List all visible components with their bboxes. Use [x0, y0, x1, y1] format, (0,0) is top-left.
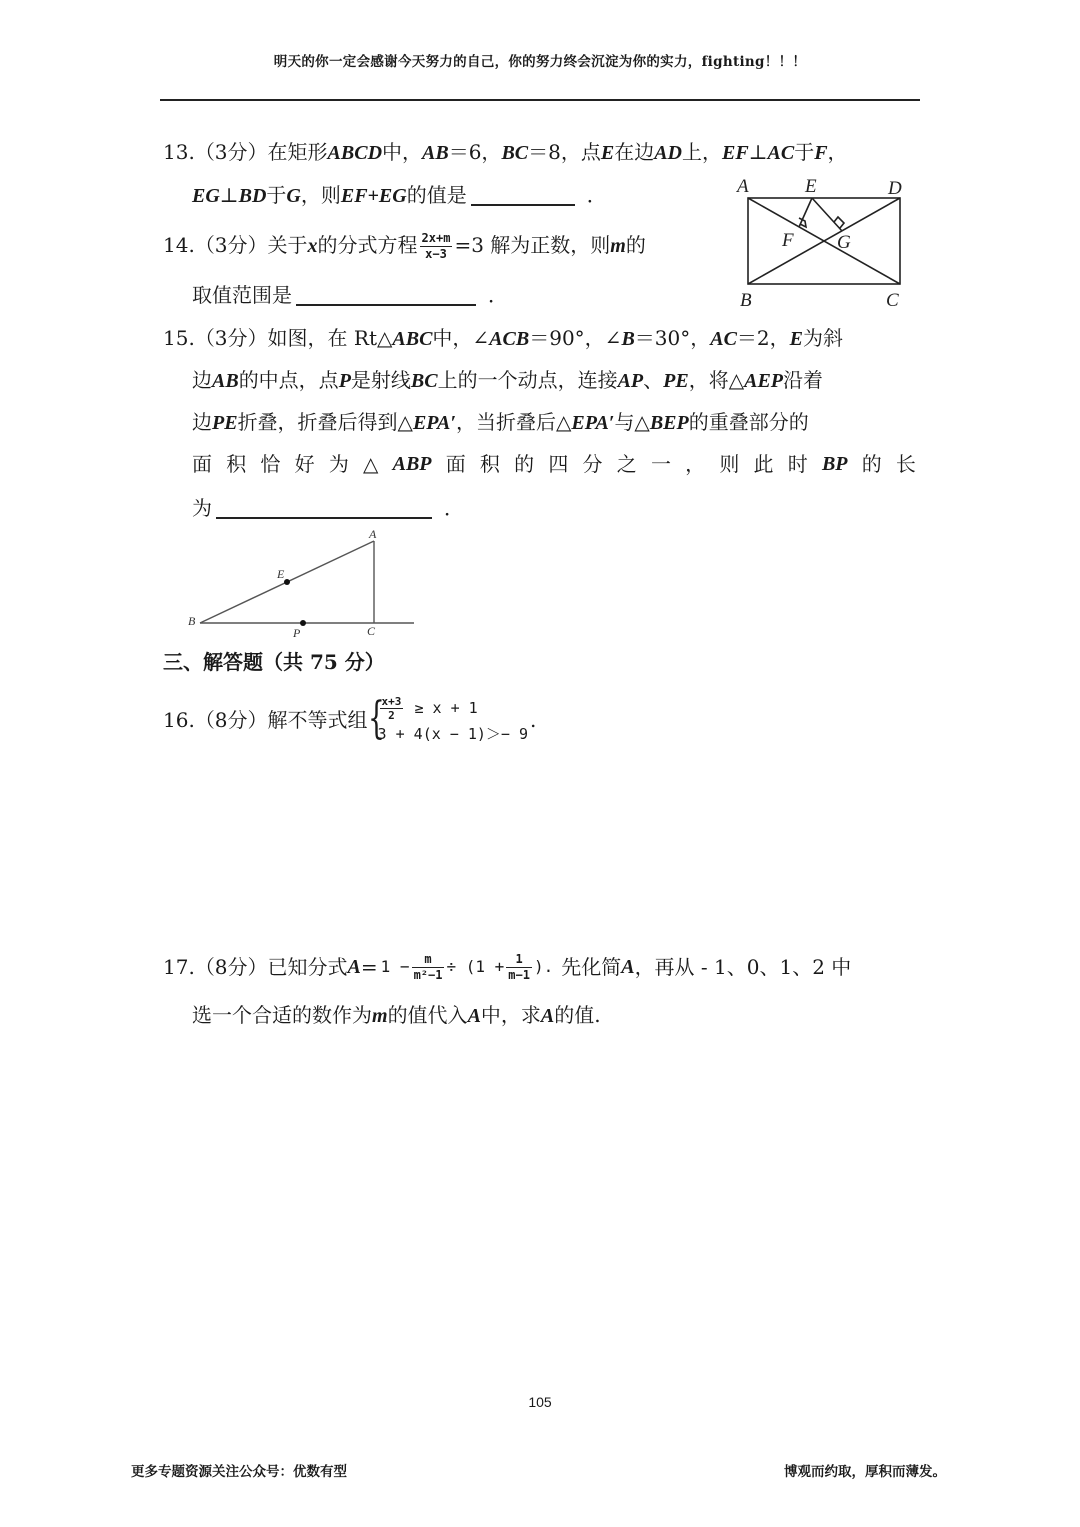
header-divider — [160, 99, 920, 101]
label-a: A — [369, 527, 377, 541]
label-c: C — [367, 624, 376, 638]
q15-line1: 15.（3分）如图，在 Rt△ABC中，∠ACB＝90°，∠B＝30°，AC＝2，E为斜 — [163, 326, 843, 350]
label-e: E — [805, 176, 817, 197]
q17-line1: 17. （8分） 已知分式 A = 1 − $\frac{m}{\text{m²−1}}$ ÷ (1 + $\frac{1}{m-1}$ ). 先化简 A ，再从 - 1、0、1、2 中 — [163, 951, 852, 982]
q14-answer-blank[interactable] — [296, 282, 476, 306]
label-f: F — [782, 230, 794, 251]
q15-line4: 面 积 恰 好 为 △ ABP 面 积 的 四 分 之 一 ， 则 此 时 BP 的 长 — [192, 452, 916, 476]
q15-triangle-figure — [186, 525, 418, 643]
q14-fraction: $\frac{2x+m}{x-3}$ — [421, 231, 451, 261]
inequality-1: $\frac{x+3}{2}$ ≥ x + 1 — [381, 694, 478, 722]
footer-left: 更多专题资源关注公众号：优数有型 — [131, 1464, 347, 1480]
q17-line2: 选一个合适的数作为m的值代入A中，求A的值. — [192, 1003, 601, 1027]
label-g: G — [837, 232, 851, 253]
point-e — [284, 579, 290, 585]
q13-answer-blank[interactable] — [471, 182, 575, 206]
brace-icon: { — [367, 692, 385, 744]
q14-line1: 14.（3分）关于x的分式方程 $\frac{2x+m}{x-3}$ =3 解为正数，则m的 — [163, 231, 646, 261]
q16-line: 16. （8分） 解不等式组 { $\frac{x+3}{2}$ ≥ x + 1 3 + 4(x − 1)＞− 9 . — [163, 692, 537, 744]
segment-eg — [812, 198, 842, 231]
page-number: 105 — [528, 1394, 552, 1410]
label-b: B — [740, 290, 752, 311]
q17-fraction-1: $\frac{m}{\text{m²−1}}$ — [413, 951, 443, 982]
section-3-heading: 三、解答题（共 75 分） — [163, 650, 385, 674]
footer-right: 博观而约取，厚积而薄发。 — [784, 1464, 946, 1480]
label-b: B — [188, 614, 196, 628]
label-a: A — [737, 176, 749, 197]
q15-line3: 边PE折叠，折叠后得到△EPA′，当折叠后△EPA′与△BEP的重叠部分的 — [192, 410, 809, 434]
q15-line5: 为 ． — [192, 496, 464, 520]
point-p — [300, 620, 306, 626]
q15-answer-blank[interactable] — [216, 495, 432, 519]
label-p: P — [293, 626, 301, 640]
inequality-2: 3 + 4(x − 1)＞− 9 — [377, 724, 529, 743]
label-d: D — [888, 178, 902, 199]
q17-fraction-2: $\frac{1}{m-1}$ — [508, 951, 530, 982]
page-header-motto: 明天的你一定会感谢今天努力的自己，你的努力终会沉淀为你的实力，fighting！！！ — [273, 54, 807, 70]
label-c: C — [886, 290, 899, 311]
inequality-system — [367, 692, 529, 746]
q15-line2: 边AB的中点，点P是射线BC上的一个动点，连接AP、PE，将△AEP沿着 — [192, 368, 824, 392]
label-e: E — [277, 567, 285, 581]
q13-line1: 13.（3分）在矩形ABCD中，AB＝6，BC＝8，点E在边AD上，EF⊥AC于F， — [163, 140, 848, 164]
q13-rectangle-figure — [730, 172, 920, 312]
q14-line2: 取值范围是 ． — [192, 283, 508, 307]
right-angle-g — [834, 217, 844, 228]
q13-line2: EG⊥BD于G，则EF+EG的值是 ． — [192, 183, 607, 207]
